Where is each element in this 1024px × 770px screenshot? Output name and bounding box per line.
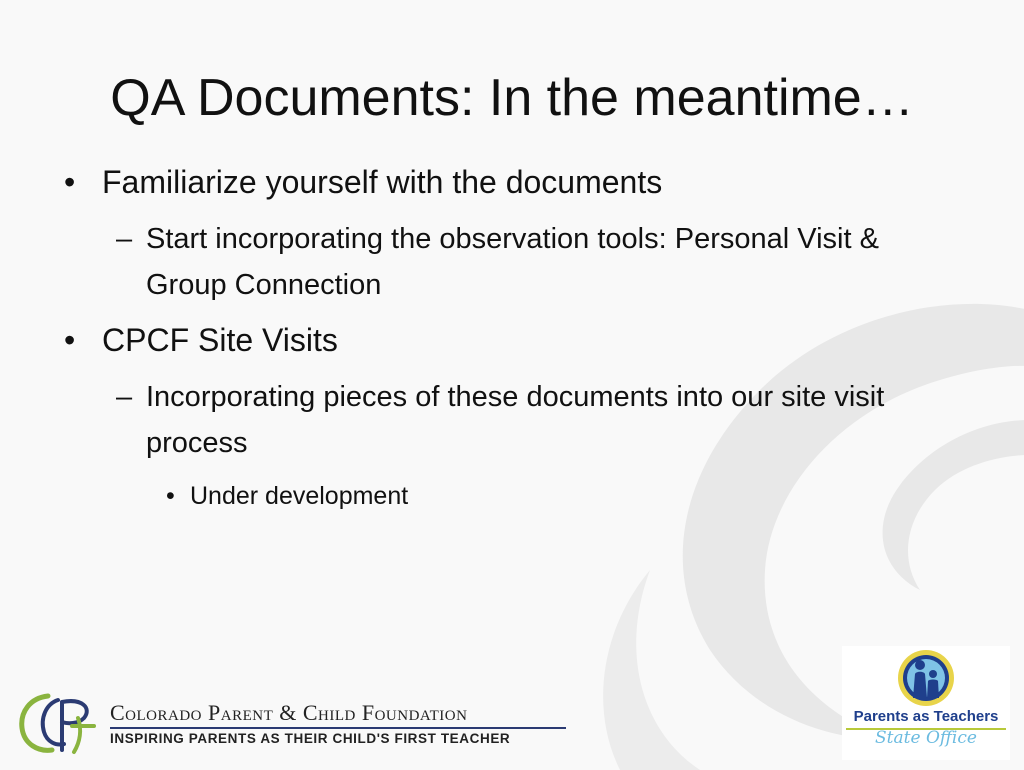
bullet-level1 (60, 162, 960, 202)
slide-title: QA Documents: In the meantime… (110, 69, 914, 127)
bullet-text: CPCF Site Visits (102, 322, 338, 358)
bullet-text: Start incorporating the observation tools: Personal Visit & Group Connection (146, 223, 879, 301)
bullet-marker: • (166, 482, 175, 510)
bullet-level2 (60, 374, 960, 466)
bullet-level1 (60, 320, 960, 360)
divider (110, 727, 566, 729)
dash-marker: – (116, 223, 133, 255)
cpcf-monogram-logo-icon (18, 690, 100, 756)
cpcf-logo (18, 690, 578, 760)
pat-subtitle: State Office (875, 728, 977, 748)
org-name: Colorado Parent & Child Foundation (110, 700, 468, 725)
pat-name: Parents as Teachers (853, 708, 999, 725)
parent-child-logo-icon (896, 648, 956, 708)
pat-logo (842, 646, 1010, 760)
org-tagline: INSPIRING PARENTS AS THEIR CHILD'S FIRST TEACHER (110, 731, 511, 746)
bullet-text: Incorporating pieces of these documents into our site visit process (146, 381, 885, 459)
bullet-marker: • (64, 164, 76, 200)
bullet-marker: • (64, 322, 76, 358)
dash-marker: – (116, 381, 133, 413)
bullet-level2 (60, 216, 960, 308)
bullet-text: Familiarize yourself with the documents (102, 164, 663, 200)
slide-body (60, 162, 960, 514)
bullet-text: Under development (190, 482, 409, 510)
bullet-level3 (60, 478, 960, 514)
